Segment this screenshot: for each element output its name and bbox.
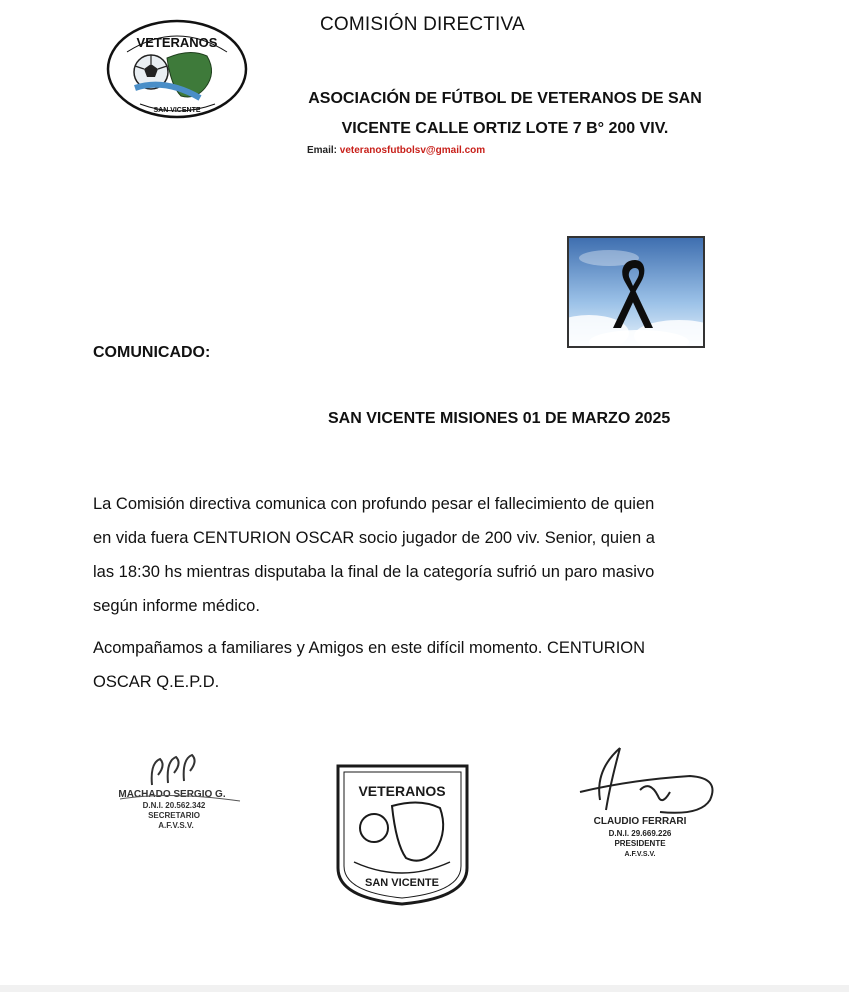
president-dni: D.N.I. 29.669.226 (608, 829, 672, 838)
secretary-org: A.F.V.S.V. (158, 821, 194, 830)
notice-body (93, 487, 783, 699)
president-signature-stamp (540, 740, 730, 860)
email-line (307, 145, 485, 156)
notice-date: SAN VICENTE MISIONES 01 DE MARZO 2025 (328, 410, 671, 427)
association-line-2: VICENTE CALLE ORTIZ LOTE 7 B° 200 VIV. (341, 120, 669, 137)
seal-top-text: VETERANOS (358, 783, 446, 799)
seal-bottom-text: SAN VICENTE (365, 877, 439, 889)
paragraph-1-line: según informe médico. (93, 597, 260, 615)
secretary-signature-stamp (90, 745, 260, 845)
logo-bottom-text: SAN VICENTE (153, 107, 201, 114)
email-address: veteranosfutbolsv@gmail.com (339, 145, 486, 156)
page-bottom-edge (0, 985, 849, 992)
paragraph-1-line: La Comisión directiva comunica con profundo pesar el fallecimiento de quien (93, 495, 655, 513)
mourning-ribbon-image (567, 236, 705, 348)
association-address (270, 84, 740, 144)
secretary-name: MACHADO SERGIO G. (118, 789, 226, 800)
association-seal (330, 758, 475, 908)
email-label: Email: (307, 145, 338, 156)
secretary-dni: D.N.I. 20.562.342 (142, 801, 206, 810)
president-role: PRESIDENTE (614, 839, 666, 848)
black-ribbon-icon (569, 238, 703, 346)
notice-paragraph-2 (93, 631, 783, 699)
association-line-1: ASOCIACIÓN DE FÚTBOL DE VETERANOS DE SAN (308, 90, 702, 107)
paragraph-1-line: las 18:30 hs mientras disputaba la final de la categoría sufrió un paro masivo (93, 563, 655, 581)
page-title: COMISIÓN DIRECTIVA (320, 14, 525, 35)
association-logo (105, 18, 250, 120)
paragraph-1-line: en vida fuera CENTURION OSCAR socio jugador de 200 viv. Senior, quien a (93, 529, 655, 547)
paragraph-2-line: OSCAR Q.E.P.D. (93, 673, 220, 691)
notice-label: COMUNICADO: (93, 344, 211, 361)
president-name: CLAUDIO FERRARI (593, 816, 687, 827)
president-org: A.F.V.S.V. (624, 851, 656, 858)
secretary-role: SECRETARIO (148, 811, 200, 820)
logo-top-text: VETERANOS (136, 35, 218, 50)
paragraph-2-line: Acompañamos a familiares y Amigos en este difícil momento. CENTURION (93, 639, 646, 657)
notice-paragraph-1 (93, 487, 783, 623)
